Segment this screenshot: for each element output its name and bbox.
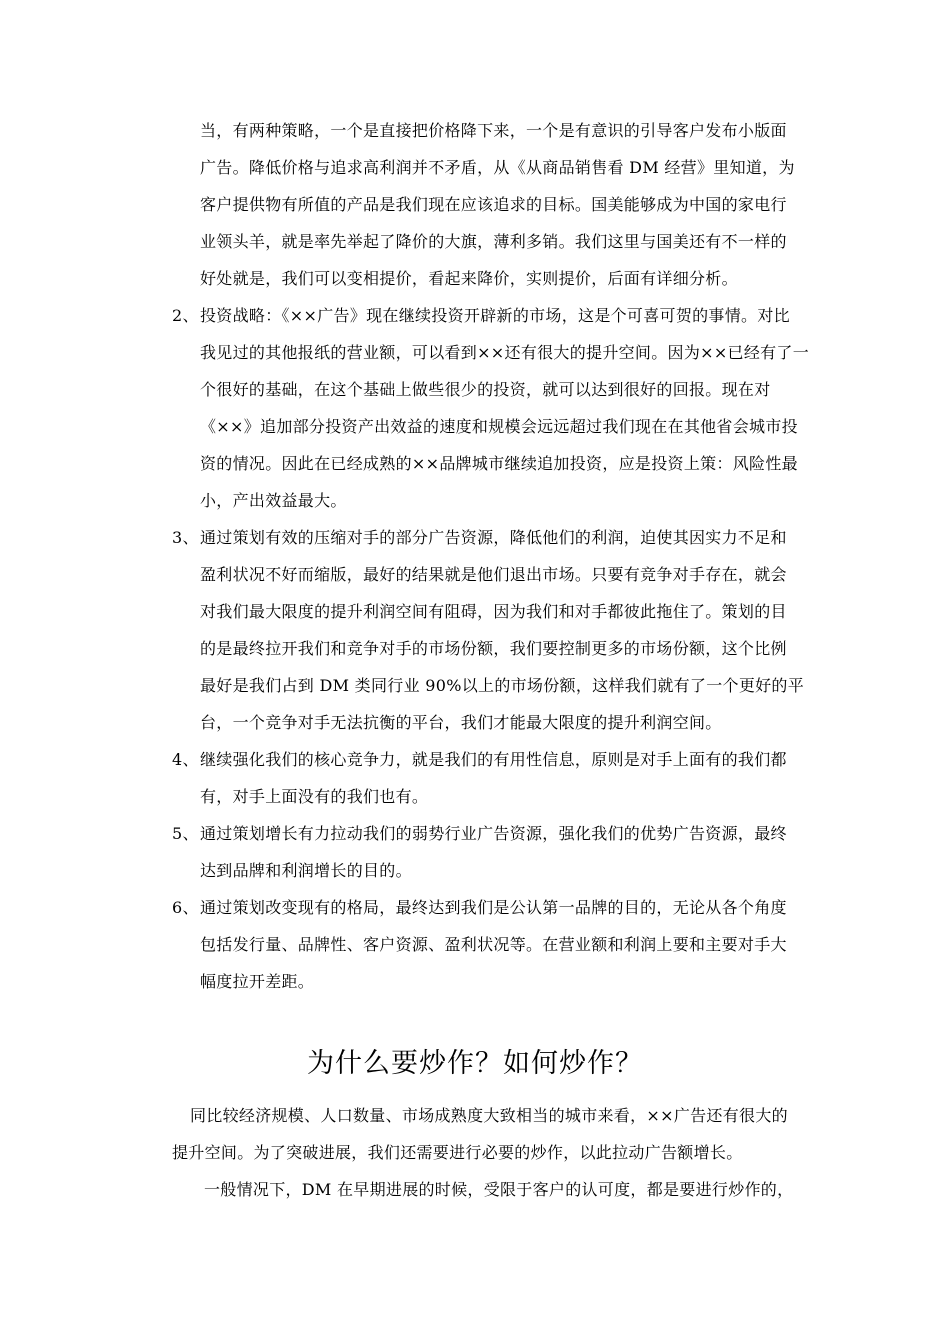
list-item-line: 的是最终拉开我们和竞争对手的市场份额，我们要控制更多的市场份额，这个比例 (200, 639, 787, 658)
list-item-line: 通过策划增长有力拉动我们的弱势行业广告资源，强化我们的优势广告资源，最终 (200, 824, 787, 843)
continuation-line: 好处就是，我们可以变相提价，看起来降价，实则提价，后面有详细分析。 (200, 269, 738, 288)
list-item-line: 资的情况。因此在已经成熟的××品牌城市继续追加投资，应是投资上策：风险性最 (200, 454, 798, 473)
list-item-number: 6、 (172, 898, 199, 917)
list-item-line: 有，对手上面没有的我们也有。 (200, 787, 429, 806)
paragraph-line: 提升空间。为了突破进展，我们还需要进行必要的炒作，以此拉动广告额增长。 (172, 1143, 743, 1162)
list-item-line: 盈利状况不好而缩版，最好的结果就是他们退出市场。只要有竞争对手存在，就会 (200, 565, 787, 584)
list-item-line: 《××》追加部分投资产出效益的速度和规模会远远超过我们现在在其他省会城市投 (200, 417, 798, 436)
list-item-line: 包括发行量、品牌性、客户资源、盈利状况等。在营业额和利润上要和主要对手大 (200, 935, 787, 954)
list-item-line: 投资战略：《××广告》现在继续投资开辟新的市场，这是个可喜可贺的事情。对比 (200, 306, 790, 325)
continuation-line: 广告。降低价格与追求高利润并不矛盾，从《从商品销售看 DM 经营》里知道，为 (200, 158, 795, 177)
list-item-line: 最好是我们占到 DM 类同行业 90%以上的市场份额，这样我们就有了一个更好的平 (200, 676, 805, 695)
continuation-line: 业领头羊，就是率先举起了降价的大旗，薄利多销。我们这里与国美还有不一样的 (200, 232, 787, 251)
list-item-number: 5、 (172, 824, 199, 843)
continuation-line: 客户提供物有所值的产品是我们现在应该追求的目标。国美能够成为中国的家电行 (200, 195, 787, 214)
list-item-line: 个很好的基础，在这个基础上做些很少的投资，就可以达到很好的回报。现在对 (200, 380, 771, 399)
list-item-line: 我见过的其他报纸的营业额，可以看到××还有很大的提升空间。因为××已经有了一 (200, 343, 810, 362)
paragraph-line: 一般情况下，DM 在早期进展的时候，受限于客户的认可度，都是要进行炒作的， (204, 1180, 794, 1199)
list-item-line: 达到品牌和利润增长的目的。 (200, 861, 412, 880)
list-item-line: 继续强化我们的核心竞争力，就是我们的有用性信息，原则是对手上面有的我们都 (200, 750, 787, 769)
list-item-line: 幅度拉开差距。 (200, 972, 315, 991)
list-item-line: 小，产出效益最大。 (200, 491, 347, 510)
continuation-line: 当，有两种策略，一个是直接把价格降下来，一个是有意识的引导客户发布小版面 (200, 121, 787, 140)
section-heading: 为什么要炒作？如何炒作？ (307, 1048, 643, 1079)
list-item-line: 对我们最大限度的提升利润空间有阻碍，因为我们和对手都彼此拖住了。策划的目 (200, 602, 787, 621)
list-item-line: 通过策划有效的压缩对手的部分广告资源，降低他们的利润，迫使其因实力不足和 (200, 528, 787, 547)
paragraph-line: 同比较经济规模、人口数量、市场成熟度大致相当的城市来看，××广告还有很大的 (190, 1106, 788, 1125)
list-item-number: 4、 (172, 750, 199, 769)
list-item-number: 3、 (172, 528, 199, 547)
list-item-line: 通过策划改变现有的格局，最终达到我们是公认第一品牌的目的，无论从各个角度 (200, 898, 787, 917)
list-item-number: 2、 (172, 306, 199, 325)
list-item-line: 台，一个竞争对手无法抗衡的平台，我们才能最大限度的提升利润空间。 (200, 713, 722, 732)
